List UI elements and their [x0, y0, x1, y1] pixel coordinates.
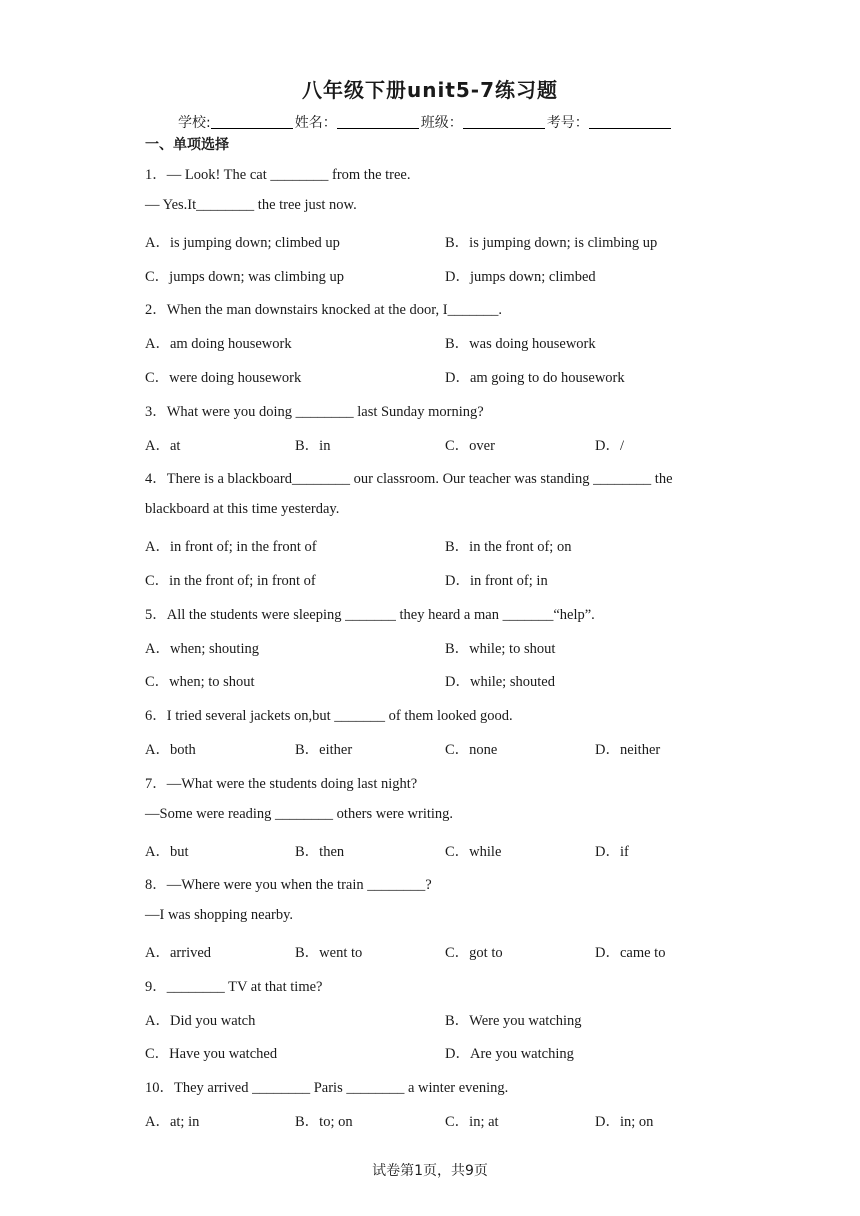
answer-option: B．went to	[295, 945, 363, 961]
answer-option: D．while; shouted	[445, 674, 555, 690]
answer-option: B．while; to shout	[445, 641, 556, 657]
question-text: 1．— Look! The cat ________ from the tree.	[145, 167, 411, 183]
answer-option: B．either	[295, 742, 353, 758]
question-text: —I was shopping nearby.	[145, 907, 294, 923]
number-label: 考号：	[546, 115, 589, 131]
answer-option: C．none	[445, 742, 498, 758]
question-text: 4．There is a blackboard________ our classroom. Our teacher was standing ________ the	[145, 471, 673, 487]
question-text: 7．—What were the students doing last night?	[145, 776, 418, 792]
class-label: 班级：	[420, 115, 463, 131]
question-text: 6．I tried several jackets on,but _______ of them looked good.	[145, 708, 513, 724]
answer-option: A．am doing housework	[145, 336, 292, 352]
answer-option: B．was doing housework	[445, 336, 596, 352]
section-heading: 一、单项选择	[145, 137, 229, 153]
answer-option: D．neither	[595, 742, 661, 758]
answer-option: A．is jumping down; climbed up	[145, 235, 340, 251]
answer-option: C．jumps down; was climbing up	[145, 269, 344, 285]
question-text: —Some were reading ________ others were writing.	[145, 806, 454, 822]
answer-option: A．Did you watch	[145, 1013, 256, 1029]
question-text: blackboard at this time yesterday.	[145, 501, 340, 517]
class-blank	[463, 114, 545, 129]
name-blank	[337, 114, 419, 129]
answer-option: A．both	[145, 742, 196, 758]
answer-option: D．jumps down; climbed	[445, 269, 596, 285]
answer-option: C．got to	[445, 945, 503, 961]
answer-option: C．over	[445, 438, 495, 454]
question-text: 2．When the man downstairs knocked at the door, I_______.	[145, 302, 503, 318]
page-title: 八年级下册unit5-7练习题	[301, 78, 559, 102]
answer-option: C．in the front of; in front of	[145, 573, 316, 589]
number-blank	[589, 114, 671, 129]
answer-option: B．to; on	[295, 1114, 353, 1130]
answer-option: C．when; to shout	[145, 674, 255, 690]
question-text: 10．They arrived ________ Paris ________ a winter evening.	[145, 1080, 509, 1096]
answer-option: A．but	[145, 844, 189, 860]
answer-option: B．Were you watching	[445, 1013, 582, 1029]
question-text: 5．All the students were sleeping _______ they heard a man _______“help”.	[145, 607, 595, 623]
question-text: 3．What were you doing ________ last Sunday morning?	[145, 404, 484, 420]
answer-option: A．in front of; in the front of	[145, 539, 317, 555]
question-text: — Yes.It________ the tree just now.	[145, 197, 357, 213]
answer-option: D．am going to do housework	[445, 370, 625, 386]
answer-option: C．in; at	[445, 1114, 499, 1130]
answer-option: B．in the front of; on	[445, 539, 572, 555]
answer-option: B．then	[295, 844, 345, 860]
answer-option: D．came to	[595, 945, 666, 961]
school-label: 学校:	[178, 115, 211, 131]
answer-option: C．were doing housework	[145, 370, 302, 386]
answer-option: C．Have you watched	[145, 1046, 278, 1062]
answer-option: D．if	[595, 844, 629, 860]
page-footer: 试卷第1页，共9页	[372, 1163, 488, 1179]
answer-option: B．is jumping down; is climbing up	[445, 235, 658, 251]
school-blank	[211, 114, 293, 129]
answer-option: A．at	[145, 438, 181, 454]
question-text: 9．________ TV at that time?	[145, 979, 323, 995]
answer-option: A．at; in	[145, 1114, 200, 1130]
answer-option: C．while	[445, 844, 502, 860]
answer-option: D．/	[595, 438, 624, 454]
answer-option: B．in	[295, 438, 331, 454]
student-info-row	[178, 112, 673, 132]
answer-option: D．in front of; in	[445, 573, 548, 589]
name-label: 姓名：	[294, 115, 337, 131]
answer-option: A．when; shouting	[145, 641, 259, 657]
question-text: 8．—Where were you when the train ________?	[145, 877, 432, 893]
answer-option: D．in; on	[595, 1114, 654, 1130]
answer-option: D．Are you watching	[445, 1046, 574, 1062]
answer-option: A．arrived	[145, 945, 212, 961]
